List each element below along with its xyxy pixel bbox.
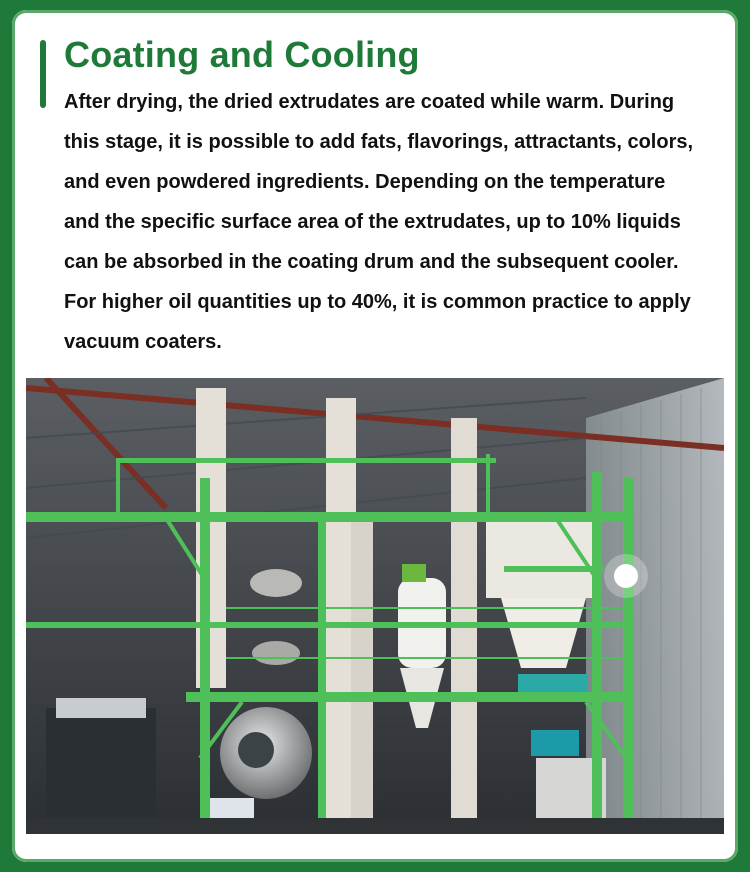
coating-cooling-plant-image	[26, 378, 724, 834]
title-accent-bar	[40, 40, 46, 108]
section-paragraph: After drying, the dried extrudates are coated while warm. During this stage, it is possible to add fats, flavorings, attractants, colors, and even powdered ingredients. Depending on the temperature and the specific surface area of the extrudates, up to 10% liquids can be absorbed in the coating drum and the subsequent cooler. For higher oil quantities up to 40%, it is common practice to apply vacuum coaters.	[64, 91, 694, 353]
section-title: Coating and Cooling	[64, 34, 420, 75]
text-card	[26, 16, 724, 378]
factory-photo	[26, 378, 724, 834]
